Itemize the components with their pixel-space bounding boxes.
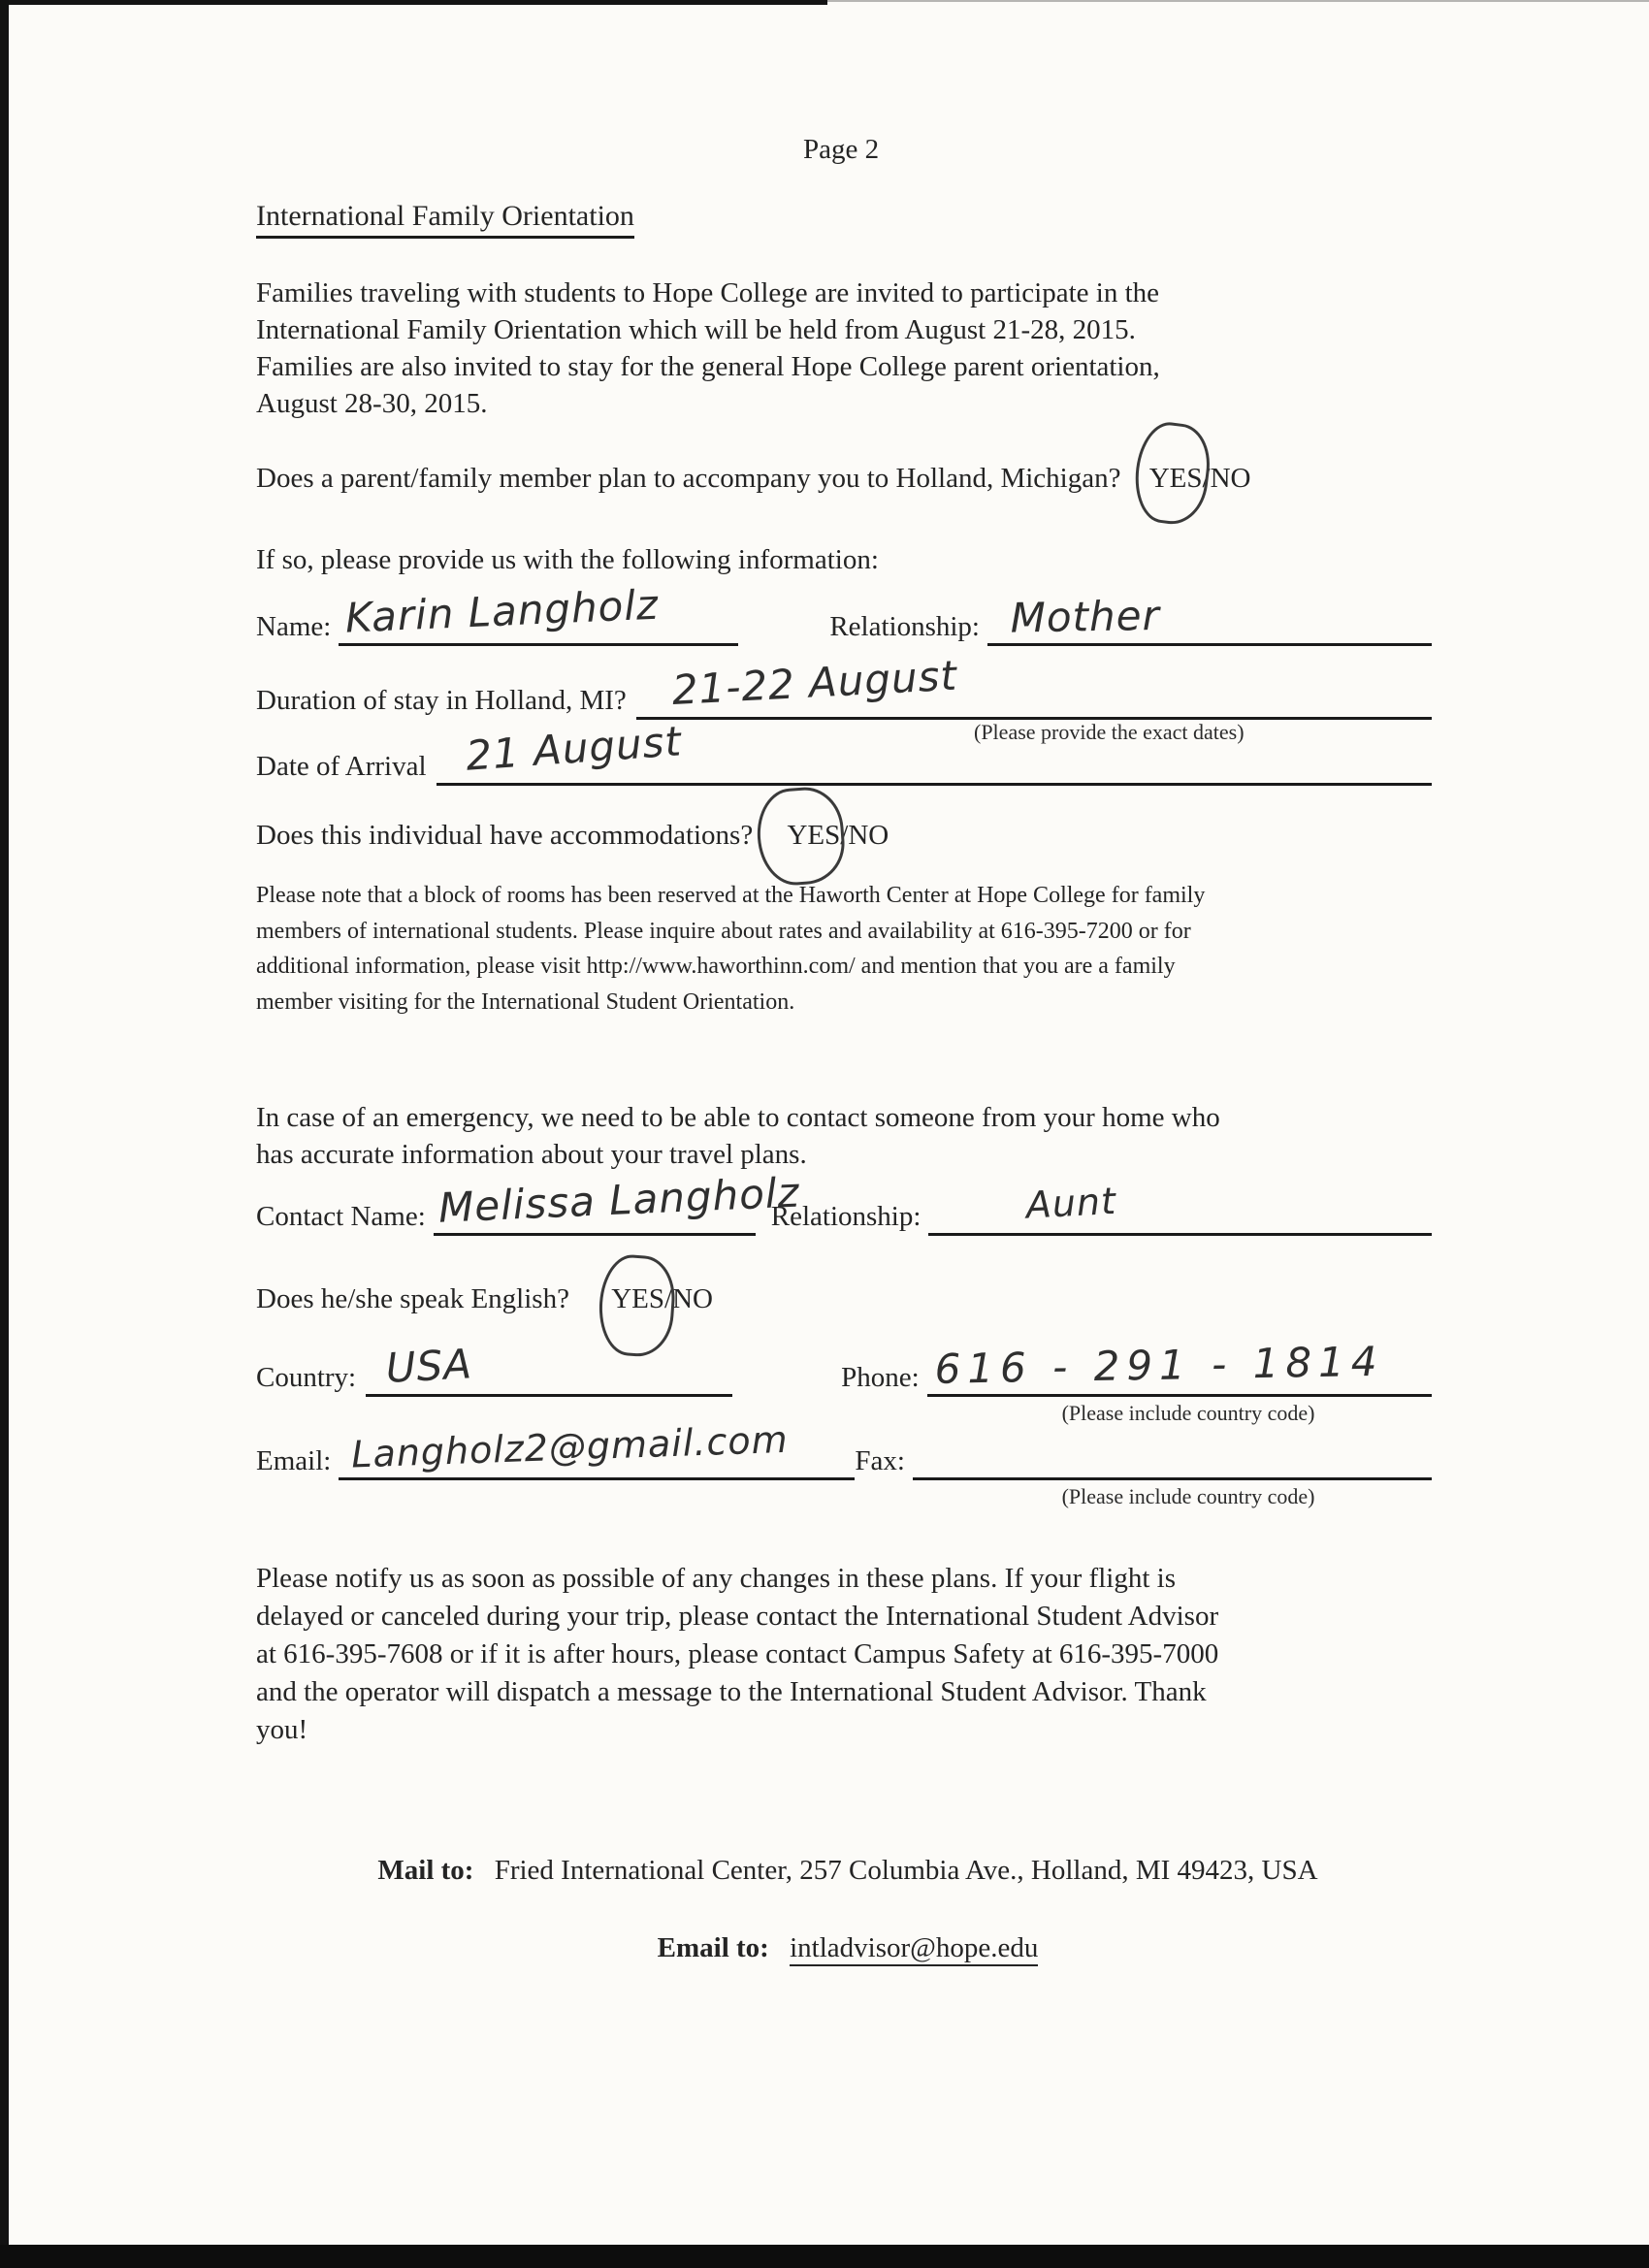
phone-label: Phone: [841, 1362, 920, 1394]
fax-label: Fax: [855, 1445, 905, 1477]
contact-name-handwritten-value: Melissa Langholz [436, 1168, 801, 1232]
intro-line: International Family Orientation which will be held from August 21-28, 2015. [256, 314, 1136, 345]
emergency-intro-line: has accurate information about your travel plans. [256, 1139, 807, 1170]
email-to-line [256, 1932, 1439, 1964]
accommodations-yes-no-options [787, 820, 889, 851]
yes-no-separator: / [1202, 463, 1211, 494]
page-number: Page 2 [803, 134, 880, 165]
accommodations-no-option: NO [848, 820, 889, 851]
accompany-yes-no-options [1149, 463, 1251, 494]
country-field-line [366, 1340, 732, 1397]
accompany-question-text: Does a parent/family member plan to accompany you to Holland, Michigan? [256, 463, 1121, 494]
mail-to-label: Mail to: [377, 1855, 474, 1886]
name-field-line [339, 580, 738, 646]
accommodations-yes-option: YES [787, 817, 840, 854]
rooms-note-paragraph [256, 878, 1205, 1020]
accompany-no-option: NO [1210, 463, 1251, 494]
emergency-relationship-label: Relationship: [770, 1201, 922, 1233]
contact-name-relationship-row [256, 1168, 1439, 1236]
rooms-note-line: Please note that a block of rooms has been reserved at the Haworth Center at Hope College for family [256, 883, 1206, 908]
scan-artifact-bottom-edge [0, 2245, 1649, 2268]
email-to-link[interactable]: intladvisor@hope.edu [790, 1932, 1038, 1966]
emergency-relationship-field-line [928, 1179, 1432, 1236]
mail-to-address: Fried International Center, 257 Columbia Ave., Holland, MI 49423, USA [494, 1855, 1318, 1886]
rooms-note-line: member visiting for the International Student Orientation. [256, 988, 795, 1015]
intro-line: August 28-30, 2015. [256, 388, 488, 419]
yes-no-separator: / [664, 1283, 673, 1314]
arrival-label: Date of Arrival [256, 751, 427, 783]
yes-no-separator: / [840, 820, 849, 851]
accompany-yes-option: YES [1149, 460, 1203, 497]
intro-line: Families are also invited to stay for the general Hope College parent orientation, [256, 351, 1160, 382]
notify-line: and the operator will dispatch a message to the International Student Advisor. Thank [256, 1676, 1207, 1707]
phone-field-line [927, 1337, 1432, 1397]
emergency-intro-line: In case of an emergency, we need to be able to contact someone from your home who [256, 1102, 1220, 1133]
name-label: Name: [256, 611, 332, 643]
emergency-intro-paragraph [256, 1099, 1220, 1173]
notify-line: at 616-395-7608 or if it is after hours, please contact Campus Safety at 616-395-7000 [256, 1638, 1219, 1669]
name-relationship-row [256, 580, 1439, 646]
scan-artifact-left-edge [0, 0, 9, 2268]
arrival-handwritten-value: 21 August [464, 717, 683, 780]
scan-artifact-top-edge [0, 0, 827, 5]
accommodations-question-row [256, 817, 889, 854]
duration-label: Duration of stay in Holland, MI? [256, 685, 627, 717]
duration-row [256, 651, 1439, 720]
rooms-note-line: members of international students. Please inquire about rates and availability at 616-395-7200 or for [256, 918, 1191, 944]
english-yes-no-options [611, 1283, 713, 1314]
accommodations-question-text: Does this individual have accommodations? [256, 820, 754, 851]
contact-name-field-line [434, 1168, 801, 1236]
duration-field-line [636, 651, 1432, 720]
email-label: Email: [256, 1445, 332, 1477]
phone-handwritten-value: 616 - 291 - 1814 [933, 1337, 1384, 1393]
duration-handwritten-value: 21-22 August [670, 651, 958, 715]
notify-paragraph [256, 1560, 1218, 1749]
email-field-line [339, 1417, 855, 1480]
email-fax-row [256, 1417, 1439, 1480]
email-handwritten-value: Langholz2@gmail.com [350, 1417, 790, 1476]
phone-hint: (Please include country code) [1061, 1401, 1315, 1425]
page-title: International Family Orientation [256, 200, 634, 239]
mail-to-line [256, 1855, 1439, 1887]
english-question-text: Does he/she speak English? [256, 1283, 569, 1314]
relationship-label: Relationship: [829, 611, 980, 643]
country-phone-row [256, 1337, 1439, 1397]
relationship-handwritten-value: Mother [1010, 591, 1161, 642]
country-handwritten-value: USA [384, 1340, 474, 1392]
notify-line: delayed or canceled during your trip, please contact the International Student Advisor [256, 1601, 1219, 1632]
english-yes-option: YES [611, 1280, 664, 1317]
if-so-instruction: If so, please provide us with the following information: [256, 544, 879, 575]
rooms-note-line: additional information, please visit http://www.haworthinn.com/ and mention that you are a family [256, 954, 1176, 979]
notify-line: you! [256, 1714, 308, 1745]
duration-hint: (Please provide the exact dates) [974, 720, 1245, 744]
contact-name-label: Contact Name: [256, 1201, 426, 1233]
english-question-row [256, 1280, 713, 1317]
accompany-question-row [256, 460, 1250, 497]
fax-field-line [913, 1432, 1432, 1480]
intro-paragraph [256, 275, 1160, 422]
english-no-option: NO [672, 1283, 713, 1314]
emergency-relationship-handwritten-value: Aunt [1025, 1179, 1118, 1227]
notify-line: Please notify us as soon as possible of any changes in these plans. If your flight is [256, 1563, 1176, 1594]
name-handwritten-value: Karin Langholz [344, 580, 661, 642]
email-to-label: Email to: [657, 1932, 769, 1963]
country-label: Country: [256, 1362, 357, 1394]
relationship-field-line [987, 591, 1432, 646]
intro-line: Families traveling with students to Hope College are invited to participate in the [256, 277, 1160, 308]
fax-hint: (Please include country code) [1061, 1484, 1315, 1508]
